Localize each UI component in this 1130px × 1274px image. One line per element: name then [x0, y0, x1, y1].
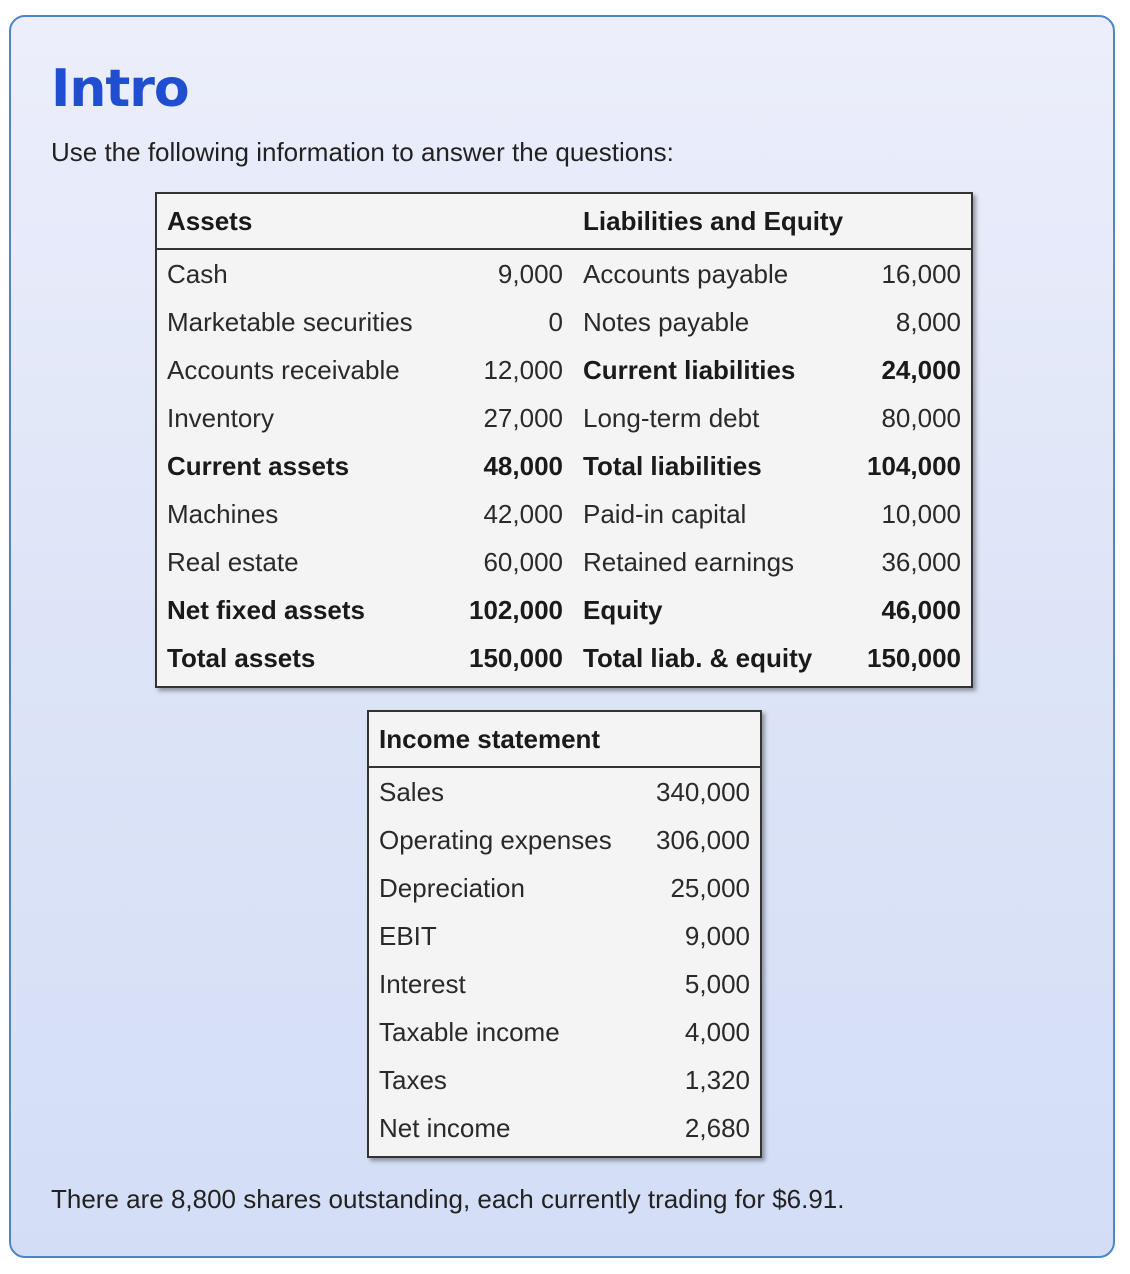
asset-value: 102,000 — [469, 594, 563, 625]
liability-value: 24,000 — [881, 354, 961, 385]
balance-sheet-row — [156, 586, 972, 634]
liability-value: 36,000 — [881, 546, 961, 577]
income-label: Taxable income — [379, 1016, 560, 1047]
liability-label: Total liab. & equity — [583, 642, 813, 673]
income-value: 2,680 — [684, 1112, 750, 1143]
liability-label: Paid-in capital — [583, 498, 747, 529]
liability-value: 8,000 — [895, 306, 961, 337]
liability-label: Equity — [583, 594, 663, 625]
liability-label: Notes payable — [583, 306, 750, 337]
liability-label: Long-term debt — [583, 402, 760, 433]
balance-sheet-row — [156, 490, 972, 538]
liability-value: 46,000 — [881, 594, 961, 625]
income-statement-row — [368, 912, 761, 960]
liability-value: 16,000 — [881, 258, 961, 289]
liability-label: Current liabilities — [583, 354, 796, 385]
asset-label: Real estate — [167, 546, 299, 577]
income-statement-header: Income statement — [368, 711, 761, 767]
asset-value: 48,000 — [483, 450, 563, 481]
income-statement-row — [368, 960, 761, 1008]
instructions-text: Use the following information to answer the questions: — [51, 137, 674, 167]
liability-label: Total liabilities — [583, 450, 762, 481]
asset-value: 60,000 — [483, 546, 563, 577]
balance-sheet-row — [156, 634, 972, 687]
shares-outstanding-text: There are 8,800 shares outstanding, each currently trading for $6.91. — [51, 1184, 845, 1214]
income-statement-row — [368, 816, 761, 864]
asset-value: 42,000 — [483, 498, 563, 529]
assets-header: Assets — [156, 193, 573, 249]
balance-sheet-row — [156, 538, 972, 586]
asset-value: 12,000 — [483, 354, 563, 385]
income-value: 5,000 — [684, 968, 750, 999]
income-label: Interest — [379, 968, 466, 999]
income-statement-row — [368, 864, 761, 912]
asset-label: Net fixed assets — [167, 594, 365, 625]
income-value: 9,000 — [684, 920, 750, 951]
income-statement-row — [368, 1104, 761, 1157]
liability-value: 80,000 — [881, 402, 961, 433]
asset-label: Total assets — [167, 642, 316, 673]
liability-value: 10,000 — [881, 498, 961, 529]
asset-label: Machines — [167, 498, 279, 529]
balance-sheet-row — [156, 442, 972, 490]
balance-sheet-row — [156, 249, 972, 298]
income-statement-row — [368, 1056, 761, 1104]
asset-label: Marketable securities — [167, 306, 413, 337]
income-value: 4,000 — [684, 1016, 750, 1047]
liability-value: 104,000 — [867, 450, 961, 481]
income-value: 306,000 — [656, 824, 750, 855]
asset-label: Cash — [167, 258, 228, 289]
balance-sheet-row — [156, 346, 972, 394]
asset-label: Inventory — [167, 402, 274, 433]
liability-label: Accounts payable — [583, 258, 789, 289]
asset-value: 27,000 — [483, 402, 563, 433]
income-value: 1,320 — [684, 1064, 750, 1095]
balance-sheet-header-row — [156, 193, 972, 249]
asset-value: 9,000 — [497, 258, 563, 289]
income-statement-row — [368, 1008, 761, 1056]
asset-value: 0 — [548, 306, 563, 337]
liability-value: 150,000 — [867, 642, 961, 673]
liability-label: Retained earnings — [583, 546, 795, 577]
income-statement-body — [368, 767, 761, 1157]
income-label: Net income — [379, 1112, 511, 1143]
liabilities-equity-header: Liabilities and Equity — [573, 193, 972, 249]
income-statement-header-row — [368, 711, 761, 767]
balance-sheet-body — [156, 249, 972, 687]
asset-value: 150,000 — [469, 642, 563, 673]
income-label: Sales — [379, 776, 445, 807]
income-value: 25,000 — [670, 872, 750, 903]
balance-sheet-table — [155, 192, 973, 688]
asset-label: Current assets — [167, 450, 350, 481]
income-statement-table — [367, 710, 762, 1158]
income-label: Depreciation — [379, 872, 525, 903]
income-label: Operating expenses — [379, 824, 612, 855]
income-value: 340,000 — [656, 776, 750, 807]
asset-label: Accounts receivable — [167, 354, 400, 385]
income-label: Taxes — [379, 1064, 447, 1095]
income-label: EBIT — [379, 920, 437, 951]
income-statement-row — [368, 767, 761, 816]
intro-card — [9, 15, 1115, 1258]
balance-sheet-row — [156, 298, 972, 346]
page-title: Intro — [51, 59, 189, 119]
balance-sheet-row — [156, 394, 972, 442]
